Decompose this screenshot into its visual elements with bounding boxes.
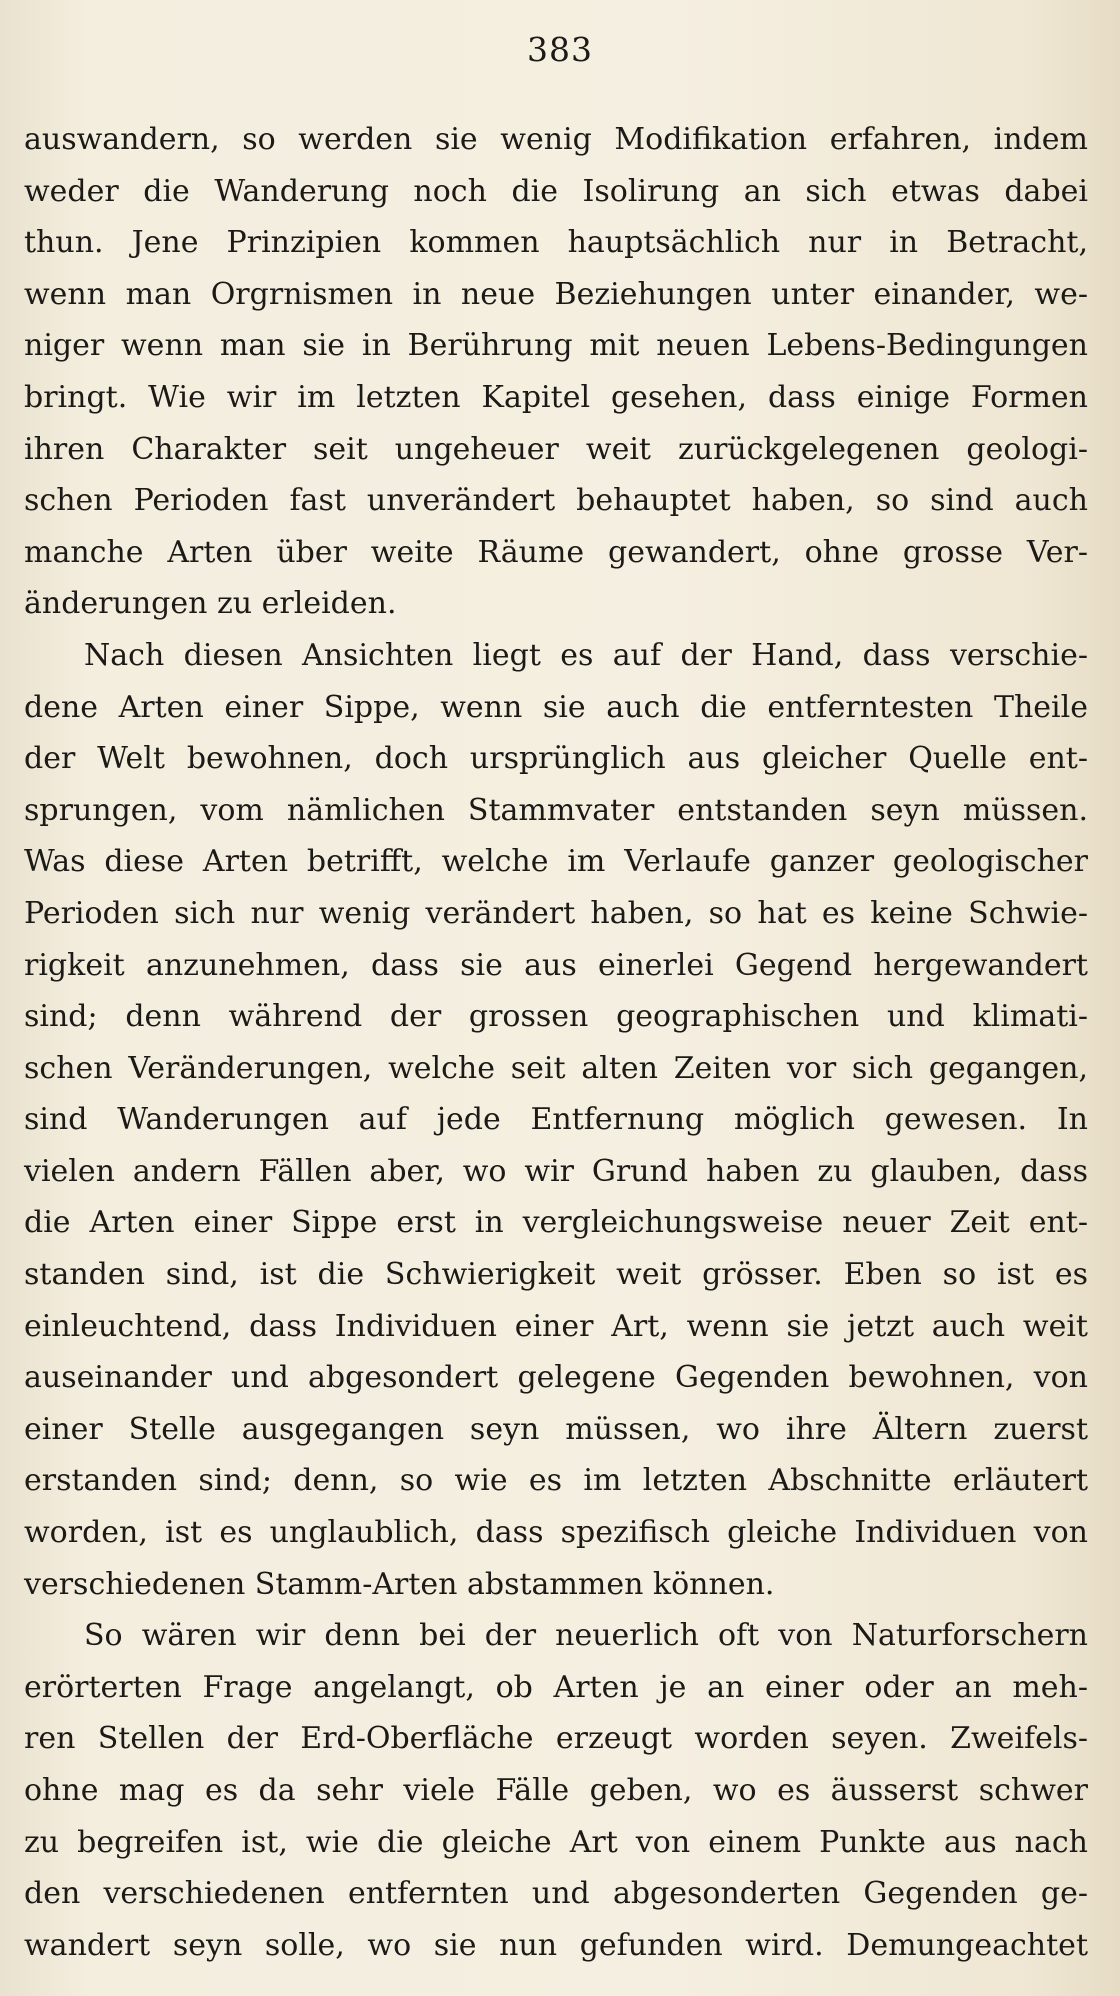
text-line: weder die Wanderung noch die Isolirung an sich etwas dabei xyxy=(24,173,1088,209)
text-line: ohne mag es da sehr viele Fälle geben, wo es äusserst schwer xyxy=(24,1773,1088,1808)
text-line: sind; denn während der grossen geographischen und klimati- xyxy=(24,999,1088,1035)
text-line: ren Stellen der Erd-Oberfläche erzeugt worden seyen. Zweifels- xyxy=(24,1721,1088,1757)
text-line: vielen andern Fällen aber, wo wir Grund haben zu glauben, dass xyxy=(24,1153,1088,1189)
paragraph-end-line: verschiedenen Stamm-Arten abstammen können. xyxy=(24,1566,775,1602)
text-line: schen Veränderungen, welche seit alten Zeiten vor sich gegangen, xyxy=(24,1050,1088,1086)
text-line: manche Arten über weite Räume gewandert, ohne grosse Ver- xyxy=(24,534,1088,570)
text-line: einleuchtend, dass Individuen einer Art, wenn sie jetzt auch weit xyxy=(24,1308,1088,1344)
body-text xyxy=(24,114,1088,1971)
text-line: schen Perioden fast unverändert behauptet haben, so sind auch xyxy=(24,483,1088,519)
text-line: standen sind, ist die Schwierigkeit weit grösser. Eben so ist es xyxy=(24,1257,1088,1293)
text-line: zu begreifen ist, wie die gleiche Art von einem Punkte aus nach xyxy=(24,1824,1088,1860)
text-line: worden, ist es unglaublich, dass spezifisch gleiche Individuen von xyxy=(24,1515,1088,1551)
text-line: bringt. Wie wir im letzten Kapitel gesehen, dass einige Formen xyxy=(24,379,1088,415)
text-line: erstanden sind; denn, so wie es im letzten Abschnitte erläutert xyxy=(24,1463,1088,1499)
text-line: rigkeit anzunehmen, dass sie aus einerlei Gegend hergewandert xyxy=(24,947,1088,983)
text-line: thun. Jene Prinzipien kommen hauptsächlich nur in Betracht, xyxy=(24,225,1088,261)
text-line: niger wenn man sie in Berührung mit neuen Lebens-Bedingungen xyxy=(24,328,1088,364)
text-line: auswandern, so werden sie wenig Modifikation erfahren, indem xyxy=(24,122,1088,157)
text-line: einer Stelle ausgegangen seyn müssen, wo ihre Ältern zuerst xyxy=(24,1411,1088,1447)
paragraph-start-line: So wären wir denn bei der neuerlich oft von Naturforschern xyxy=(84,1618,1088,1654)
text-line: der Welt bewohnen, doch ursprünglich aus gleicher Quelle ent- xyxy=(24,741,1088,777)
text-line: die Arten einer Sippe erst in vergleichungsweise neuer Zeit ent- xyxy=(24,1205,1088,1241)
text-line: sprungen, vom nämlichen Stammvater entstanden seyn müssen. xyxy=(24,792,1088,828)
text-line: wenn man Orgrnismen in neue Beziehungen unter einander, we- xyxy=(24,276,1088,312)
text-line: wandert seyn solle, wo sie nun gefunden wird. Demungeachtet xyxy=(24,1927,1088,1963)
text-line: dene Arten einer Sippe, wenn sie auch die entferntesten Theile xyxy=(24,689,1088,725)
text-line: sind Wanderungen auf jede Entfernung möglich gewesen. In xyxy=(24,1102,1088,1138)
text-line: Perioden sich nur wenig verändert haben, so hat es keine Schwie- xyxy=(24,895,1088,931)
text-line: erörterten Frage angelangt, ob Arten je an einer oder an meh- xyxy=(24,1669,1088,1705)
text-line: den verschiedenen entfernten und abgesonderten Gegenden ge- xyxy=(24,1876,1088,1912)
text-line: Was diese Arten betrifft, welche im Verlaufe ganzer geologischer xyxy=(24,844,1088,880)
text-line: ihren Charakter seit ungeheuer weit zurückgelegenen geologi- xyxy=(24,431,1088,467)
text-line: auseinander und abgesondert gelegene Gegenden bewohnen, von xyxy=(24,1360,1088,1396)
paragraph-start-line: Nach diesen Ansichten liegt es auf der Hand, dass verschie- xyxy=(84,637,1088,673)
page-number: 383 xyxy=(527,30,593,69)
paragraph-end-line: änderungen zu erleiden. xyxy=(24,586,397,622)
